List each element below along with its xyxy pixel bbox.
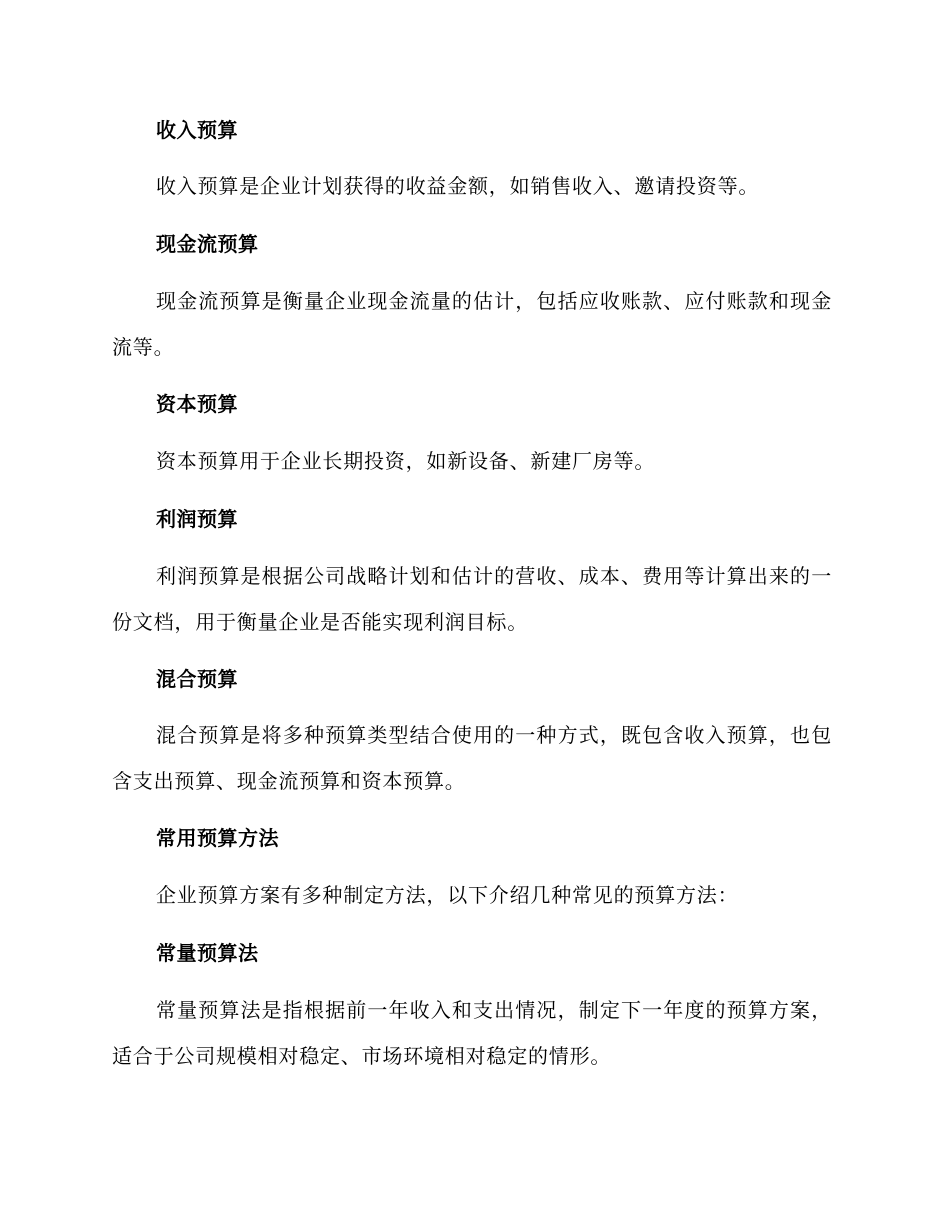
section-heading-mixed-budget: 混合预算 — [156, 667, 238, 691]
section-body-income-budget: 收入预算是企业计划获得的收益金额，如销售收入、邀请投资等。 — [156, 174, 760, 198]
section-heading-capital-budget: 资本预算 — [156, 392, 238, 416]
section-heading-cash-flow-budget: 现金流预算 — [156, 232, 259, 256]
section-heading-profit-budget: 利润预算 — [156, 507, 238, 531]
section-heading-income-budget: 收入预算 — [156, 118, 238, 142]
section-body-constant-budget-method: 常量预算法是指根据前一年收入和支出情况，制定下一年度的预算方案，适合于公司规模相对稳定、市场环境相对稳定的情形。 — [112, 998, 832, 1068]
section-body-mixed-budget: 混合预算是将多种预算类型结合使用的一种方式，既包含收入预算，也包含支出预算、现金流预算和资本预算。 — [112, 723, 832, 793]
section-heading-constant-budget-method: 常量预算法 — [156, 941, 259, 965]
section-body-profit-budget: 利润预算是根据公司战略计划和估计的营收、成本、费用等计算出来的一份文档，用于衡量企业是否能实现利润目标。 — [112, 564, 832, 634]
section-body-cash-flow-budget: 现金流预算是衡量企业现金流量的估计，包括应收账款、应付账款和现金流等。 — [112, 289, 832, 359]
section-heading-common-methods: 常用预算方法 — [156, 826, 279, 850]
section-body-capital-budget: 资本预算用于企业长期投资，如新设备、新建厂房等。 — [156, 449, 656, 473]
section-body-common-methods: 企业预算方案有多种制定方法，以下介绍几种常见的预算方法： — [156, 883, 739, 907]
